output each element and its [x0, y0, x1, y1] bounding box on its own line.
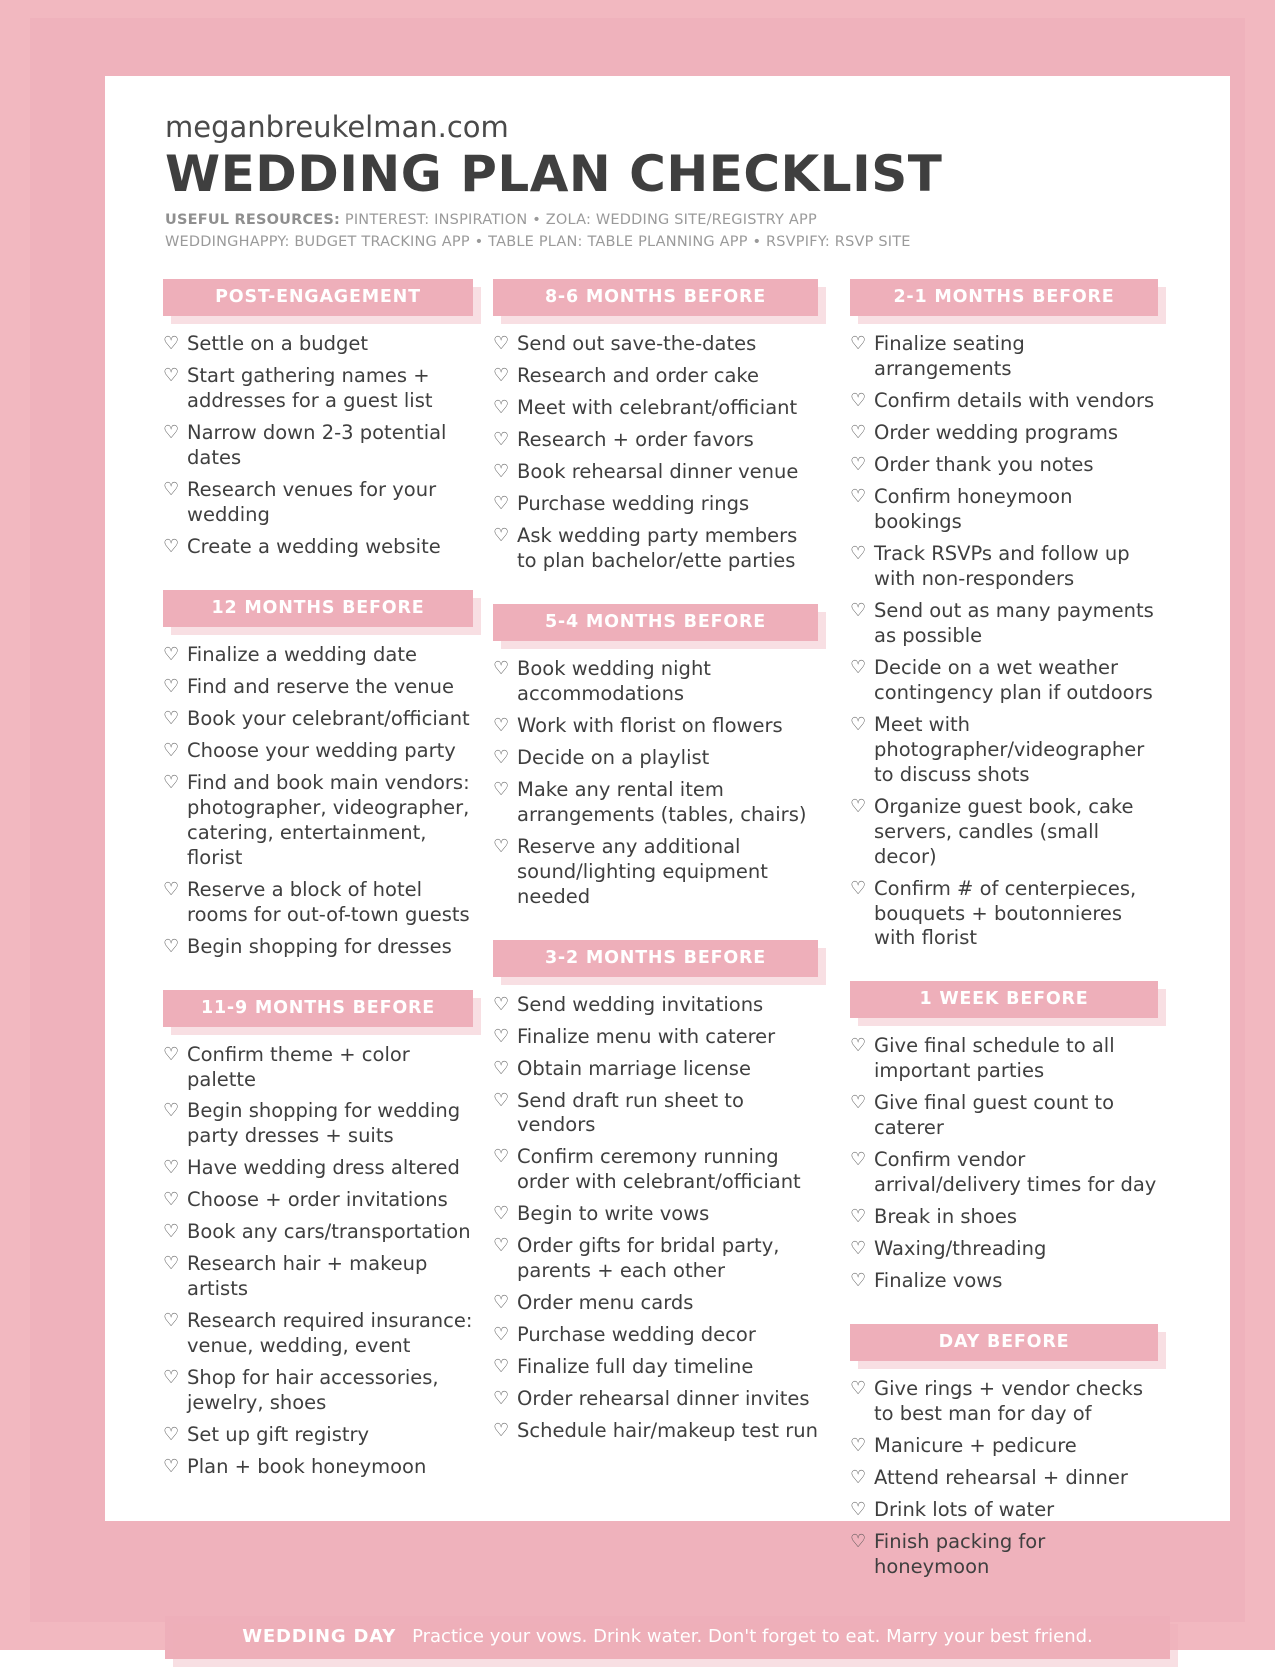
heart-checkbox-icon[interactable]: ♡ [163, 771, 180, 793]
heart-checkbox-icon[interactable]: ♡ [493, 1235, 510, 1257]
heart-checkbox-icon[interactable]: ♡ [850, 1149, 867, 1171]
checklist-item[interactable] [493, 1234, 818, 1284]
heart-checkbox-icon[interactable]: ♡ [163, 365, 180, 387]
checklist-item[interactable] [163, 1423, 473, 1448]
heart-checkbox-icon[interactable]: ♡ [850, 543, 867, 565]
checklist-item-label: Send out save-the-dates [517, 332, 757, 356]
checklist-item-label: Choose + order invitations [187, 1188, 448, 1212]
heart-checkbox-icon[interactable]: ♡ [850, 1434, 867, 1456]
checklist-item-label: Finalize a wedding date [187, 643, 417, 667]
heart-checkbox-icon[interactable]: ♡ [493, 1419, 510, 1441]
heart-checkbox-icon[interactable]: ♡ [493, 993, 510, 1015]
heart-checkbox-icon[interactable]: ♡ [850, 333, 867, 355]
checklist-item[interactable] [850, 1434, 1158, 1459]
checklist-item[interactable] [493, 714, 818, 739]
checklist-item-label: Set up gift registry [187, 1422, 370, 1446]
checklist-item-label: Decide on a wet weather contingency plan if outdoors [874, 655, 1153, 704]
checklist-item-label: Work with florist on flowers [517, 713, 783, 737]
checklist-item[interactable] [493, 428, 818, 453]
checklist-items [850, 1034, 1158, 1294]
checklist-item-label: Research required insurance: venue, wedding, event [187, 1309, 473, 1358]
checklist-item[interactable] [850, 877, 1158, 952]
heart-checkbox-icon[interactable]: ♡ [163, 1221, 180, 1243]
section-heading-banner [850, 279, 1158, 316]
checklist-item[interactable] [163, 1366, 473, 1416]
heart-checkbox-icon[interactable]: ♡ [163, 1189, 180, 1211]
checklist-item-label: Research venues for your wedding [187, 478, 437, 527]
checklist-item[interactable] [493, 364, 818, 389]
checklist-item-label: Meet with celebrant/officiant [517, 396, 798, 420]
checklist-items [850, 332, 1158, 951]
checklist-item-label: Waxing/threading [874, 1237, 1047, 1261]
checklist-item-label: Finalize vows [874, 1269, 1003, 1293]
checklist-item-label: Find and book main vendors: photographer, videographer, catering, entertainment, florist [187, 770, 470, 869]
checklist-item-label: Begin shopping for dresses [187, 934, 452, 958]
checklist-item-label: Finalize seating arrangements [874, 332, 1025, 381]
checklist-item-label: Send out as many payments as possible [874, 599, 1154, 647]
checklist-item[interactable] [850, 542, 1158, 592]
heart-checkbox-icon[interactable]: ♡ [850, 713, 867, 735]
wedding-day-banner [165, 1616, 1170, 1659]
section-heading-banner [493, 604, 818, 641]
checklist-item[interactable] [493, 460, 818, 485]
checklist-items [493, 332, 818, 574]
heart-checkbox-icon[interactable]: ♡ [493, 493, 510, 515]
checklist-item-label: Find and reserve the venue [187, 675, 454, 699]
section-heading-banner [163, 590, 473, 627]
heart-checkbox-icon[interactable]: ♡ [163, 1100, 180, 1122]
section-heading: POST-ENGAGEMENT [163, 279, 473, 316]
checklist-item-label: Decide on a playlist [517, 745, 710, 769]
wedding-day-title: WEDDING DAY [242, 1625, 397, 1647]
checklist-item-label: Book your celebrant/officiant [187, 706, 470, 730]
checklist-item[interactable] [850, 485, 1158, 535]
checklist-item[interactable] [493, 993, 818, 1018]
heart-checkbox-icon[interactable]: ♡ [163, 644, 180, 666]
heart-checkbox-icon[interactable]: ♡ [850, 600, 867, 622]
heart-checkbox-icon[interactable]: ♡ [493, 746, 510, 768]
checklist-item[interactable] [493, 1291, 818, 1316]
checklist-item[interactable] [850, 1237, 1158, 1262]
checklist-item-label: Finish packing for honeymoon [874, 1529, 1046, 1578]
checklist-item[interactable] [163, 707, 473, 732]
heart-checkbox-icon[interactable]: ♡ [493, 778, 510, 800]
heart-checkbox-icon[interactable]: ♡ [850, 1092, 867, 1114]
checklist-item[interactable] [850, 1148, 1158, 1198]
checklist-items [163, 332, 473, 560]
checklist-item-label: Reserve a block of hotel rooms for out-of-town guests [187, 877, 470, 926]
section-heading: 8-6 MONTHS BEFORE [493, 279, 818, 316]
heart-checkbox-icon[interactable]: ♡ [493, 714, 510, 736]
heart-checkbox-icon[interactable]: ♡ [850, 390, 867, 412]
heart-checkbox-icon[interactable]: ♡ [493, 1388, 510, 1410]
checklist-item[interactable] [850, 421, 1158, 446]
checklist-item[interactable] [850, 656, 1158, 706]
checklist-item-label: Begin to write vows [517, 1202, 710, 1226]
heart-checkbox-icon[interactable]: ♡ [850, 1377, 867, 1399]
heart-checkbox-icon[interactable]: ♡ [163, 479, 180, 501]
checklist-item[interactable] [850, 332, 1158, 382]
checklist-item[interactable] [850, 1377, 1158, 1427]
checklist-item-label: Research hair + makeup artists [187, 1252, 428, 1301]
checklist-item-label: Finalize full day timeline [517, 1355, 754, 1379]
checklist-item-label: Order rehearsal dinner invites [517, 1387, 810, 1411]
heart-checkbox-icon[interactable]: ♡ [163, 333, 180, 355]
checklist-item-label: Purchase wedding rings [517, 492, 750, 516]
checklist-item[interactable] [493, 1089, 818, 1139]
section-heading: 2-1 MONTHS BEFORE [850, 279, 1158, 316]
checklist-item-label: Order thank you notes [874, 453, 1094, 477]
heart-checkbox-icon[interactable]: ♡ [163, 422, 180, 444]
checklist-item-label: Begin shopping for wedding party dresses + suits [187, 1099, 461, 1148]
checklist-item-label: Confirm vendor arrival/delivery times for day [874, 1148, 1157, 1197]
heart-checkbox-icon[interactable]: ♡ [850, 1530, 867, 1552]
checklist-item-label: Schedule hair/makeup test run [517, 1418, 818, 1442]
checklist-item[interactable] [850, 713, 1158, 788]
heart-checkbox-icon[interactable]: ♡ [493, 429, 510, 451]
heart-checkbox-icon[interactable]: ♡ [493, 525, 510, 547]
heart-checkbox-icon[interactable]: ♡ [493, 1203, 510, 1225]
checklist-item-label: Have wedding dress altered [187, 1156, 460, 1180]
heart-checkbox-icon[interactable]: ♡ [493, 461, 510, 483]
checklist-item[interactable] [850, 1269, 1158, 1294]
checklist-item[interactable] [163, 1156, 473, 1181]
heart-checkbox-icon[interactable]: ♡ [163, 935, 180, 957]
checklist-item[interactable] [850, 389, 1158, 414]
checklist-items [493, 657, 818, 910]
section-heading: 5-4 MONTHS BEFORE [493, 604, 818, 641]
checklist-item[interactable] [163, 1099, 473, 1149]
checklist-item[interactable] [493, 492, 818, 517]
checklist-item-label: Research + order favors [517, 428, 754, 452]
checklist-items [163, 643, 473, 959]
poster-sheet [105, 76, 1230, 1647]
site-url: meganbreukelman.com [165, 110, 509, 144]
checklist-item-label: Order wedding programs [874, 421, 1119, 445]
checklist-item[interactable] [163, 364, 473, 414]
heart-checkbox-icon[interactable]: ♡ [493, 1292, 510, 1314]
heart-checkbox-icon[interactable]: ♡ [493, 1146, 510, 1168]
checklist-item-label: Make any rental item arrangements (tables, chairs) [517, 777, 807, 826]
section-heading: DAY BEFORE [850, 1324, 1158, 1361]
poster-frame [30, 18, 1245, 1647]
heart-checkbox-icon[interactable]: ♡ [163, 1157, 180, 1179]
checklist-item[interactable] [163, 771, 473, 871]
heart-checkbox-icon[interactable]: ♡ [850, 1270, 867, 1292]
heart-checkbox-icon[interactable]: ♡ [163, 1310, 180, 1332]
heart-checkbox-icon[interactable]: ♡ [850, 877, 867, 899]
heart-checkbox-icon[interactable]: ♡ [850, 454, 867, 476]
heart-checkbox-icon[interactable]: ♡ [493, 1025, 510, 1047]
checklist-item[interactable] [493, 1025, 818, 1050]
checklist-item-label: Organize guest book, cake servers, candles (small decor) [874, 794, 1134, 868]
heart-checkbox-icon[interactable]: ♡ [493, 333, 510, 355]
resources-line-2: WEDDINGHAPPY: BUDGET TRACKING APP • TABLE PLAN: TABLE PLANNING APP • RSVPIFY: RSVP SITE [165, 233, 911, 250]
section-heading-banner [493, 279, 818, 316]
resources-line-1: PINTEREST: INSPIRATION • ZOLA: WEDDING SITE/REGISTRY APP [344, 211, 817, 228]
checklist-item-label: Research and order cake [517, 364, 759, 388]
section-heading-banner [163, 279, 473, 316]
checklist-item-label: Create a wedding website [187, 535, 441, 559]
checklist-item[interactable] [850, 1205, 1158, 1230]
checklist-items [493, 993, 818, 1444]
checklist-item-label: Confirm ceremony running order with celebrant/officiant [517, 1145, 801, 1194]
checklist-item-label: Plan + book honeymoon [187, 1454, 427, 1478]
checklist-item[interactable] [163, 675, 473, 700]
heart-checkbox-icon[interactable]: ♡ [163, 1043, 180, 1065]
checklist-item-label: Narrow down 2-3 potential dates [187, 421, 447, 470]
checklist-item[interactable] [493, 1355, 818, 1380]
checklist-item-label: Purchase wedding decor [517, 1323, 756, 1347]
checklist-item[interactable] [493, 1145, 818, 1195]
page-title: WEDDING PLAN CHECKLIST [165, 145, 943, 203]
checklist-columns [135, 279, 1200, 1609]
checklist-item[interactable] [493, 746, 818, 771]
heart-checkbox-icon[interactable]: ♡ [163, 1253, 180, 1275]
checklist-column [485, 279, 830, 1609]
checklist-item[interactable] [163, 1309, 473, 1359]
checklist-item[interactable] [163, 1252, 473, 1302]
section-heading: 1 WEEK BEFORE [850, 981, 1158, 1018]
section-heading-banner [850, 1324, 1158, 1361]
checklist-item-label: Book rehearsal dinner venue [517, 460, 799, 484]
checklist-item[interactable] [163, 1188, 473, 1213]
checklist-item[interactable] [163, 1455, 473, 1480]
heart-checkbox-icon[interactable]: ♡ [850, 422, 867, 444]
checklist-item-label: Manicure + pedicure [874, 1433, 1077, 1457]
checklist-item-label: Give rings + vendor checks to best man for day of [874, 1376, 1144, 1425]
heart-checkbox-icon[interactable]: ♡ [850, 1238, 867, 1260]
heart-checkbox-icon[interactable]: ♡ [163, 1455, 180, 1477]
heart-checkbox-icon[interactable]: ♡ [163, 1423, 180, 1445]
checklist-item[interactable] [493, 524, 818, 574]
section-heading: 11-9 MONTHS BEFORE [163, 990, 473, 1027]
checklist-item-label: Confirm details with vendors [874, 389, 1155, 413]
heart-checkbox-icon[interactable]: ♡ [163, 536, 180, 558]
checklist-item-label: Break in shoes [874, 1205, 1017, 1229]
checklist-item-label: Confirm # of centerpieces, bouquets + boutonnieres with florist [874, 876, 1137, 950]
checklist-item-label: Obtain marriage license [517, 1056, 751, 1080]
checklist-items [850, 1377, 1158, 1580]
heart-checkbox-icon[interactable]: ♡ [493, 1324, 510, 1346]
checklist-item[interactable] [163, 739, 473, 764]
heart-checkbox-icon[interactable]: ♡ [850, 486, 867, 508]
checklist-item-label: Ask wedding party members to plan bachelor/ette parties [517, 524, 798, 573]
wedding-day-text: Practice your vows. Drink water. Don't forget to eat. Marry your best friend. [412, 1625, 1093, 1647]
checklist-item[interactable] [493, 396, 818, 421]
checklist-item-label: Give final schedule to all important parties [874, 1034, 1115, 1083]
section-heading-banner [850, 981, 1158, 1018]
checklist-item[interactable] [163, 332, 473, 357]
checklist-item-label: Send draft run sheet to vendors [517, 1088, 744, 1137]
checklist-item-label: Send wedding invitations [517, 992, 764, 1016]
useful-resources [165, 209, 1200, 254]
checklist-item[interactable] [163, 878, 473, 928]
checklist-item[interactable] [493, 332, 818, 357]
heart-checkbox-icon[interactable]: ♡ [163, 676, 180, 698]
checklist-item-label: Start gathering names + addresses for a guest list [187, 364, 433, 413]
checklist-item[interactable] [163, 478, 473, 528]
section-heading: 12 MONTHS BEFORE [163, 590, 473, 627]
checklist-item[interactable] [850, 1091, 1158, 1141]
checklist-item[interactable] [850, 1498, 1158, 1523]
heart-checkbox-icon[interactable]: ♡ [850, 1466, 867, 1488]
checklist-item[interactable] [493, 1323, 818, 1348]
checklist-item-label: Reserve any additional sound/lighting equipment needed [517, 834, 768, 908]
resources-label: USEFUL RESOURCES: [165, 211, 341, 228]
checklist-item-label: Book any cars/transportation [187, 1220, 471, 1244]
section-heading: 3-2 MONTHS BEFORE [493, 940, 818, 977]
checklist-item-label: Drink lots of water [874, 1497, 1055, 1521]
heart-checkbox-icon[interactable]: ♡ [163, 878, 180, 900]
section-heading-banner [163, 990, 473, 1027]
checklist-item-label: Give final guest count to caterer [874, 1091, 1114, 1140]
heart-checkbox-icon[interactable]: ♡ [493, 1089, 510, 1111]
checklist-column [135, 279, 485, 1609]
checklist-item[interactable] [850, 1034, 1158, 1084]
checklist-item[interactable] [850, 795, 1158, 870]
checklist-item-label: Settle on a budget [187, 332, 369, 356]
checklist-item[interactable] [493, 1202, 818, 1227]
heart-checkbox-icon[interactable]: ♡ [493, 658, 510, 680]
section-heading-banner [493, 940, 818, 977]
checklist-item[interactable] [163, 535, 473, 560]
checklist-item-label: Shop for hair accessories, jewelry, shoes [187, 1366, 439, 1414]
heart-checkbox-icon[interactable]: ♡ [850, 1498, 867, 1520]
heart-checkbox-icon[interactable]: ♡ [850, 656, 867, 678]
heart-checkbox-icon[interactable]: ♡ [163, 739, 180, 761]
checklist-item-label: Track RSVPs and follow up with non-responders [874, 542, 1130, 591]
checklist-item[interactable] [163, 643, 473, 668]
heart-checkbox-icon[interactable]: ♡ [493, 365, 510, 387]
heart-checkbox-icon[interactable]: ♡ [493, 1057, 510, 1079]
heart-checkbox-icon[interactable]: ♡ [850, 1206, 867, 1228]
checklist-item-label: Order menu cards [517, 1291, 694, 1315]
checklist-item[interactable] [850, 599, 1158, 649]
heart-checkbox-icon[interactable]: ♡ [163, 1367, 180, 1389]
heart-checkbox-icon[interactable]: ♡ [493, 835, 510, 857]
checklist-item[interactable] [850, 1466, 1158, 1491]
checklist-item-label: Choose your wedding party [187, 738, 456, 762]
checklist-item[interactable] [493, 778, 818, 828]
heart-checkbox-icon[interactable]: ♡ [493, 1356, 510, 1378]
checklist-item[interactable] [850, 453, 1158, 478]
heart-checkbox-icon[interactable]: ♡ [850, 795, 867, 817]
checklist-item[interactable] [163, 1220, 473, 1245]
checklist-item-label: Attend rehearsal + dinner [874, 1465, 1128, 1489]
checklist-item[interactable] [493, 835, 818, 910]
checklist-item[interactable] [493, 1057, 818, 1082]
checklist-item-label: Book wedding night accommodations [517, 657, 711, 706]
checklist-item[interactable] [493, 657, 818, 707]
checklist-item-label: Order gifts for bridal party, parents + each other [517, 1234, 780, 1283]
heart-checkbox-icon[interactable]: ♡ [163, 707, 180, 729]
checklist-item-label: Finalize menu with caterer [517, 1024, 776, 1048]
heart-checkbox-icon[interactable]: ♡ [493, 397, 510, 419]
heart-checkbox-icon[interactable]: ♡ [850, 1035, 867, 1057]
checklist-item[interactable] [850, 1530, 1158, 1580]
checklist-item[interactable] [163, 1043, 473, 1093]
checklist-item[interactable] [163, 935, 473, 960]
checklist-item-label: Meet with photographer/videographer to discuss shots [874, 712, 1145, 786]
checklist-item[interactable] [163, 421, 473, 471]
checklist-items [163, 1043, 473, 1480]
checklist-item[interactable] [493, 1387, 818, 1412]
checklist-item[interactable] [493, 1419, 818, 1444]
checklist-item-label: Confirm theme + color palette [187, 1042, 410, 1091]
checklist-column [830, 279, 1170, 1609]
checklist-item-label: Confirm honeymoon bookings [874, 485, 1073, 534]
